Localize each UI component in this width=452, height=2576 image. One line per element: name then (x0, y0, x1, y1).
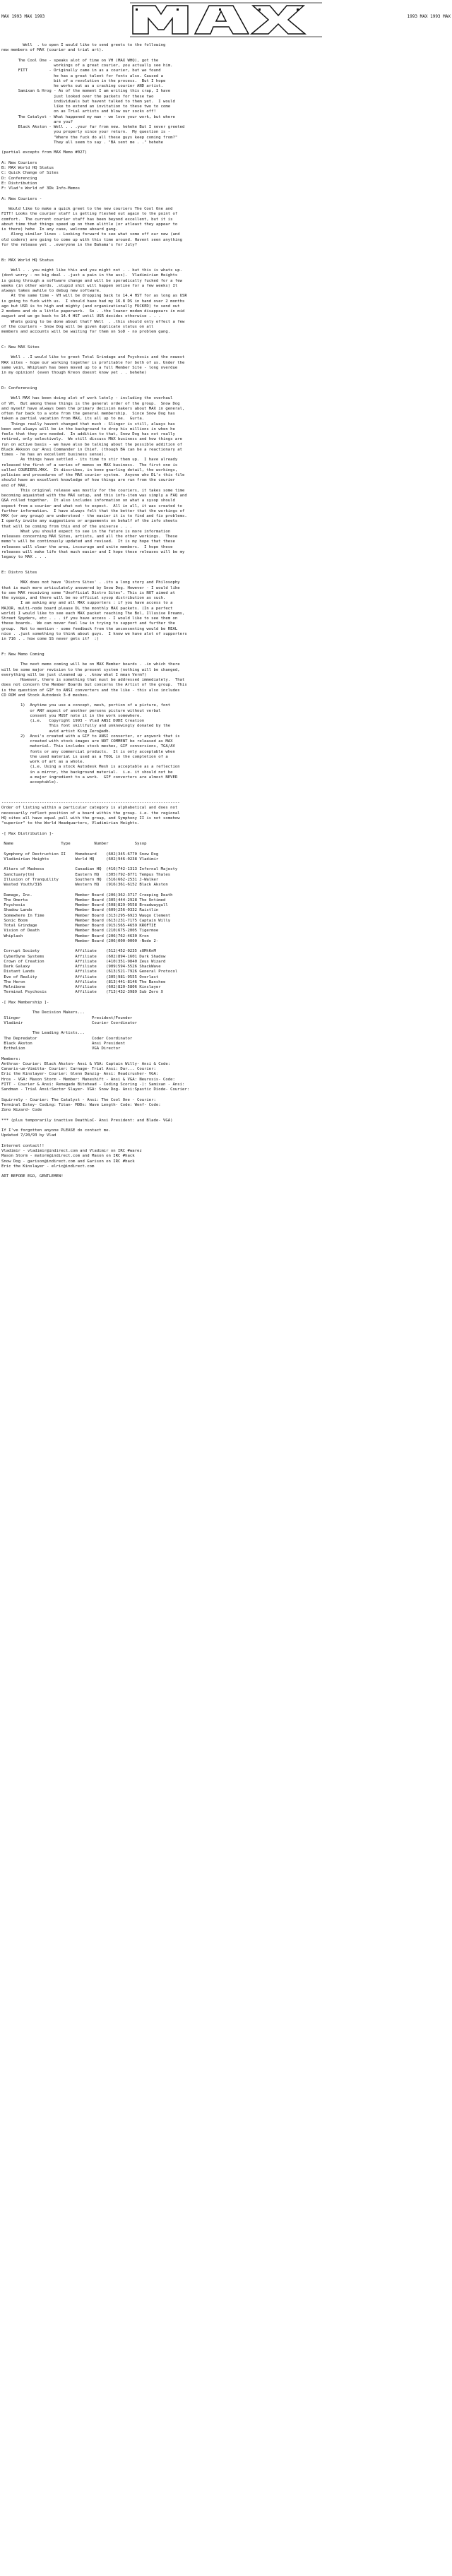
text-line: I openly invite any suggestions or arguements on behalf of the info sheets (1, 519, 178, 524)
text-line: Well . . you might like this and you might not . . but this is whats up. (1, 268, 182, 273)
text-line (1, 826, 451, 831)
text-line: on as Trial artists and blow our socks off! (1, 109, 156, 114)
text-line: CyberDyne Systems Affiliate (602)894-1601 Dark Shadow (1, 954, 166, 959)
text-line: B: MAX World HQ Status (1, 258, 54, 263)
memo-body (1, 43, 451, 1180)
text-line (1, 391, 451, 396)
text-line: august and we go back to 14.4 HST until USR decides otherwise . . . (1, 314, 161, 319)
text-line: Distant Lands Affiliate (613)521-7926 General Protocol (1, 970, 178, 974)
text-line: workings of a great courier, you actually see him. (1, 64, 173, 68)
text-line: work of art as a whole. (1, 760, 85, 764)
text-line (1, 847, 451, 852)
text-line: avid artist King Zero@adb. (1, 729, 111, 734)
text-line: should have an excellent knowledge of how things are run from the courier (1, 478, 175, 483)
text-line: D: Conferencing (1, 176, 37, 181)
text-line: times - he has an excellent business sense). (1, 453, 107, 457)
text-line (1, 837, 451, 842)
text-line: of the couriers - Snow Dog will be given duplicate status on all (1, 324, 154, 329)
text-line: and myself have always been the primary decision makers about MAX in general, (1, 406, 185, 411)
text-line: Well . to open I would like to send greets to the following (1, 43, 166, 47)
text-line: legacy to MAX . . . (1, 555, 47, 559)
text-line: in my opinion! (even though Kreon doesnt know yet . . behehe) (1, 371, 147, 375)
text-line: Whiplash Member Board (206)762-4630 Kron (1, 934, 149, 938)
text-line: The Depredator Coder Coordinator (1, 1036, 133, 1041)
text-line (1, 54, 451, 59)
text-line: Corrupt Society Affiliate (512)452-0235 sUMtKnM (1, 949, 156, 954)
text-line (1, 566, 451, 571)
text-line: Along similar lines - Looking forward to see what some off our new (and (1, 232, 180, 237)
text-line: consent you MUST note it in the work somewhere. (1, 713, 142, 718)
text-line: The Omerta Member Board (305)444-2928 The Untimed (1, 898, 166, 902)
text-line (1, 560, 451, 565)
text-line: The Cool One - speaks alot of time on VH (MAX WHQ), got the (1, 58, 159, 63)
text-line: are you? (1, 119, 73, 124)
text-line: Mason Storm - matorm@indirect.com and Mason on IRC #hack (1, 1154, 135, 1159)
text-line: 2) Ansi's created with a GIF to ANSI converter, or anywork that is (1, 734, 180, 739)
text-line: nice . .just something to think about guys. I know we have alot of supporters (1, 631, 187, 636)
text-line: acceptable). (1, 780, 59, 785)
text-line: HQ sites all have equal pull with the group, and Symphony II is not somehow (1, 816, 180, 821)
text-line: Altars of Madness Canadian HQ (416)742-1313 Infernal Majesty (1, 867, 178, 872)
text-line: is the question of GIF to ANSI converters and the like - this also includes (1, 688, 180, 693)
text-line (1, 642, 451, 647)
text-line: F: Vlad's World of 3Dk Info-Memos (1, 186, 81, 191)
text-line: releases concerning MAX Sites, artists, and all the other workings. These (1, 535, 178, 539)
text-line: material. This includes stock meshes, GIF conversions, TGA/AV (1, 744, 175, 749)
text-line: Dark Galaxy Affiliate (909)594-5526 ShackWave (1, 965, 161, 969)
text-line: like to extend an invitation to these two to come (1, 105, 171, 109)
header-banner (0, 0, 452, 40)
text-line: C: Quick Change of Sites (1, 171, 59, 176)
text-line: F: New Memo Coming (1, 652, 44, 657)
text-line: Total Grindage Member Board (915)565-4659 KROFTIE (1, 924, 156, 928)
text-line: these boards. We can never feel low in trying to support and further the (1, 621, 175, 626)
text-line: The Decision Makers... (1, 1010, 85, 1015)
text-line: Canaris-ue-Vimitta- Courier: Carnage- Trial Ansi: Dar... Courier: (1, 1067, 156, 1071)
text-line: he works out as a cracking courier AND artist. (1, 84, 164, 88)
text-line (1, 657, 451, 662)
text-line: releases will clear the area, incourage and unite members. I hope these (1, 544, 173, 549)
text-line: Zono Wizard- Code (1, 1108, 42, 1112)
text-line: Well MAX has been doing alot of work lately - including the overhaul (1, 396, 173, 401)
text-line: in a mirror, the background material. i.e. it should not be (1, 770, 173, 775)
text-line: Samixan & Hrog - As of the moment I am writing this crap, I have (1, 89, 171, 94)
text-line (1, 1051, 451, 1056)
text-line: Wasted Youth/316 Western HQ (916)361-6152 Black Akston (1, 883, 168, 887)
text-line: Damage, Inc. Member Board (206)362-3717 Creeping Death (1, 893, 173, 898)
text-line: a major ingredient to a work. GIF converters are almost NEVER (1, 775, 178, 780)
text-line: Members: (1, 1056, 20, 1061)
text-line: or ANY aspect of another persons picture without verbal (1, 708, 161, 713)
text-line: Symphony of Destruction II Homeboard (602)345-6770 Snow Dog (1, 852, 159, 857)
text-line: the used material is used as a TOOL in the completion of a (1, 754, 168, 759)
text-line (1, 253, 451, 258)
text-line: policies and procedures of the MAX courier system. Anyone who DL's this file (1, 473, 185, 477)
text-line: Whats going to be done about that? Well . .this should only effect a few (1, 319, 185, 324)
text-line: MAX sites - hope our working together is profitable for both of us. Under the (1, 360, 185, 365)
text-line (1, 944, 451, 949)
text-line: --------------------------------------------------------------------------- (1, 801, 180, 805)
text-line: everything will be just cleaned up . .know what I mean Verm?) (1, 672, 147, 677)
text-line (1, 576, 451, 580)
text-line: Internet contact!! (1, 1143, 44, 1148)
text-line (1, 248, 451, 253)
text-line: he has a great talent for fonts also. Caused a (1, 73, 164, 78)
banner-left-text: MAX 1993 MAX 1993 (1, 14, 45, 19)
text-line: Black Akston - Well . . .your far from new. hehehe But I never greeted (1, 125, 185, 129)
text-line: just looked over the packets for these two (1, 94, 154, 99)
text-line: A: New Couriers - (1, 196, 42, 201)
text-line: Q&A rolled together. It also includes information on what a sysop should (1, 499, 175, 503)
text-line: is going through a software change and will be sporadically fucked for a few (1, 278, 182, 283)
banner-right-text: 1993 MAX 1993 MAX (407, 14, 451, 19)
text-line: Psychosis Member Board (508)829-9558 Broadwaygull (1, 903, 168, 907)
text-line: fonts or any commercial products. It is only acceptable when (1, 749, 175, 754)
text-line: to see MAX receiving some "Unofficial Distro Sites". This is NOT aimed at (1, 590, 175, 595)
text-line: that is much more articulately answered by Snow Dog. However - I would like (1, 585, 180, 590)
text-line: Member Board (206)000-0000 -Node 2- (1, 938, 159, 943)
text-line: The next memo coming will be on MAX Member boards . .in which there (1, 662, 180, 667)
text-line: FITT - Originally came in as a courier, but we found (1, 68, 161, 73)
text-line (1, 335, 451, 340)
text-line (1, 1123, 451, 1128)
text-line (1, 888, 451, 893)
text-line: FITT - Courier & Ansi: Renegade Bitehead - Coding Scoring -): Samixan - Ansi: (1, 1082, 185, 1087)
text-line (1, 796, 451, 801)
text-line: If I've forgotten anyone PLEASE do contact me. (1, 1128, 111, 1133)
text-line: Shadow Lands Member Board (609)256-0332 Raistlin (1, 908, 159, 913)
text-line: new members of MAX (courier and trial art). (1, 48, 104, 53)
text-line: Black Akston Ansi President (1, 1041, 126, 1046)
text-line: members and accounts will be waiting for them on SoD - no problem gang. (1, 330, 171, 334)
text-line: Things really havent changed that much - Slinger is still, always has (1, 422, 175, 427)
text-line: feels that they are needed. In addition to that, Snow Dog has not really (1, 432, 175, 436)
text-line: individuals but havent talked to them yet. I would (1, 99, 175, 104)
text-line: This original release was mostly for the couriers, it takes some time (1, 488, 185, 493)
max-logo (127, 1, 325, 38)
text-line: in 716 . . how come SS never gets it? :) (1, 637, 100, 641)
text-line: C: New MAX Sites (1, 345, 40, 350)
text-line: The Catalyst - What happened my man - we love your work, but where (1, 114, 175, 119)
text-line: further information. I have always felt that the better that the workings of (1, 508, 185, 513)
text-line (1, 1026, 451, 1031)
text-line: MAX (or any group) are understood - the easier it is to find and fix problems. (1, 514, 187, 518)
text-line: Slinger President/Founder (1, 1015, 133, 1020)
text-line: you properly since your return. My question is - (1, 130, 171, 135)
text-line: 1) Anytime you use a concept, mesh, portion of a picture, font (1, 703, 171, 708)
text-line: released the first of a series of memos on MAX business. The first one is (1, 463, 178, 467)
text-line: (dont worry - no big deal . .just a pain in the ass). Vladimirian Heights (1, 273, 178, 278)
text-line: As things have settled - its time to stir them up. I have already (1, 458, 178, 463)
text-line: Melnibone Affiliate (602)820-5806 Kinslayer (1, 985, 161, 989)
text-line: At the same time - VH will be dropping back to 14.4 HST for as long as USR (1, 294, 187, 299)
text-line: Sonic Boom Member Board (613)231-7175 Captain Willy (1, 918, 171, 923)
text-line: D: Conferencing (1, 386, 37, 390)
text-line: -[ Max Membership ]- (1, 1000, 49, 1005)
text-line (1, 1092, 451, 1097)
text-line (1, 1006, 451, 1010)
text-line (1, 191, 451, 196)
text-line: run on active basis - we have also be talking about the possible addition of (1, 442, 182, 447)
text-line: called COURIERS.MAX. It discribes, in bone gnarling detail, the workings, (1, 467, 178, 472)
text-line: This font skillfully and unknowingly donated by the (1, 724, 171, 729)
text-line: Illusion of Tranquility Southern HQ (516)662-2531 J-Walker (1, 877, 159, 882)
text-line (1, 202, 451, 207)
text-line: (i.e. Copyright 1993 - Vlad ANSI DUDE Creation (1, 719, 145, 723)
text-line: often far back to a vote from the general membership. Since Snow Dog has (1, 412, 175, 416)
text-line: created with stock images are NOT COMMENT be released as MAX (1, 739, 173, 744)
text-line: Well . .I would like to greet Total Grindage and Psychosis and the newest (1, 355, 185, 360)
text-line: group. Not to mention - some feedback from the unconsenting would be REAL (1, 626, 178, 631)
text-line: Terminal Psychosis Affiliate (713)432-3989 Sub Zero X (1, 990, 164, 995)
text-line: Vladimirian Heights World HQ (602)946-0238 Vladimir (1, 857, 159, 861)
text-line: What you should expect to see in the future is more information (1, 529, 171, 534)
text-line (1, 862, 451, 867)
text-line: comfort. The current courier staff has been beyond excellent, but it is (1, 217, 173, 222)
text-line (1, 698, 451, 703)
text-line: -[ Max Distribution ]- (1, 831, 54, 836)
text-line: Sanctuary(tm) Eastern HQ (305)792-8771 Tempus Thales (1, 872, 171, 877)
text-line: CD ROM and Stock Autodesk 3-d meshes. (1, 693, 90, 698)
text-line (1, 340, 451, 345)
text-line: Name Type Number Sysop (1, 842, 147, 846)
text-line: Anthrax- Courier: Black Akston- Ansi & VGA: Captain Willy- Ansi & Code: (1, 1061, 171, 1066)
text-line: A: New Couriers (1, 160, 37, 165)
text-line (1, 145, 451, 150)
text-line: always takes awhile to debug new software. (1, 289, 102, 293)
text-line: Black Akkson our Ansi Commander in Chief. (though BA can be a reactionary at (1, 447, 182, 452)
text-line (1, 785, 451, 790)
text-line (1, 1139, 451, 1144)
text-line: Updated 7/20/93 by Vlad (1, 1133, 56, 1138)
text-line: necessarily reflect position of a board within the group. i.e. the regional (1, 811, 180, 816)
text-line: of VH. But among these things is the general order of the group. Snow Dog (1, 401, 180, 406)
text-line: about time that things speed up on them alittle (or atleast they appear to (1, 222, 178, 227)
text-line: Eric the Kinslayer- Courier: Glenn Danzig- Ansi: Headcrusher- VGA: (1, 1072, 159, 1077)
text-line: does not concern the Member Boards but concerns the Artist of the group. This (1, 683, 187, 688)
text-line: 2 modems and do a little paperwork. So . .the loaner modem disappears in mid (1, 309, 185, 314)
text-line: ago but USR is to high and mighty (and organizationally FUCKED) to send out (1, 304, 180, 309)
text-line: end of MAX. (1, 483, 28, 488)
text-line (1, 263, 451, 268)
text-line: retired, only selectively. We still discuss MAX business and how things are (1, 437, 182, 442)
text-line: is going to fuck with us. I should have had my 16.8 DS in hand over 2 months (1, 299, 185, 304)
text-line: Ecthelion VGA Director (1, 1046, 121, 1051)
text-line: However, there is something that must be addressed immediately. That (1, 678, 185, 682)
text-line: weeks (in other words. .stupid shit will happen online for a few weeks) It (1, 283, 178, 288)
text-line: "Where the fuck do all these guys keep coming from?" (1, 135, 178, 140)
text-line: MAX does not have 'Distro Sites' . .its a long story and Philosophy (1, 580, 180, 585)
text-line: (partial excepts from MAX Memo #027) (1, 150, 88, 155)
text-line: The Heron Affiliate (813)441-8146 The Banshee (1, 979, 166, 984)
text-line: memo's will be continously updated and revised. It is my hope that these (1, 539, 175, 544)
text-line: Terminal Estey- Coding: Titan- MODs: Wave Length- Code: Wenf- Code: (1, 1102, 161, 1107)
text-line: E: Distribution (1, 181, 37, 186)
text-line: releases will make life that much easier and I hope these releases will be my (1, 549, 185, 554)
text-line: FITT! Looks the courier staff is getting fleshed out again to the point of (1, 212, 178, 217)
text-line: I am asking any and all MAX supporters : if you have access to a (1, 601, 173, 606)
text-line (1, 381, 451, 386)
text-line: becoming aquainted with the MAX setup, and this info-item was simply a FAQ and (1, 494, 187, 498)
text-line (1, 791, 451, 796)
text-line: is there) hehe In any case, welcome aboard gang. (1, 227, 119, 232)
text-line: MAJOR, multi-node board please DL the monthly MAX packets. (In a perfect (1, 606, 173, 611)
text-line: that will be coming from this end of the universe . . . (1, 524, 133, 529)
text-line: Street Spyders, etc . . . if you have access - I would like to see them on (1, 616, 178, 621)
text-line: Order of listing within a particular category is alphabetical and does not (1, 806, 178, 811)
text-line: (i.e. Using a stock Autodesk Mesh is acceptable as a reflection (1, 765, 180, 770)
text-line (1, 1113, 451, 1118)
text-line: The Leading Artists... (1, 1031, 85, 1036)
text-line (1, 376, 451, 381)
text-line (1, 648, 451, 652)
text-line: been and always will be in the background to drop his millions in when he (1, 427, 175, 431)
text-line: E: Distro Sites (1, 570, 37, 575)
text-line: for the release yet . .everyone in the Bahama's for July? (1, 242, 137, 247)
text-line (1, 996, 451, 1001)
text-line: Snow Dog - garison@indirect.com and Garison on IRC #hack (1, 1159, 135, 1164)
text-line: world) I would like to see each MAX packet reaching The Bol, Illusive Dreams, (1, 611, 185, 616)
text-line: Crown of Creation Affiliate (410)351-9840 Zeus Wizard (1, 959, 166, 964)
text-line: Vladimir Courier Coordinator (1, 1020, 137, 1025)
text-line: Somewhere In Time Member Board (313)295-6923 Waugo Clement (1, 913, 171, 918)
text-line: Hros - VGA: Mason Storm - Member: Maneshift - Ansi & VGA: Neurosis- Code: (1, 1077, 175, 1082)
text-line: Eve of Reality Affiliate (305)981-9555 Overlast (1, 974, 159, 979)
text-line: bit of a revolution in the process. But I hope (1, 78, 166, 83)
text-line (1, 1169, 451, 1174)
text-line: old coders) are going to come up with this time around. Havent seen anything (1, 237, 182, 242)
text-line: Vladimir - vladimir@indirect.com and Vladimir on IRC #warez (1, 1149, 142, 1153)
text-line: "superior" to the World Headquarters, Vladimirian Heights. (1, 821, 140, 825)
text-line: Eric the Kinslayer - elric@indirect.com (1, 1164, 95, 1169)
text-line: Would like to make a quick greet to the new couriers The Cool One and (1, 207, 173, 211)
text-line: same vein, Whiplash has been moved up to a full Member Site - long overdue (1, 365, 178, 370)
text-line: Sandman - Trial Ansi:Sector Slayer- VGA: Snow Dog- Ansi:Spastic Diode- Courier: (1, 1087, 190, 1092)
text-line: They all seem to say . "BA sent me . ." hehehe (1, 140, 164, 145)
text-line: ART BEFORE EGO, GENTLEMEN! (1, 1174, 64, 1179)
text-line: will be some major revision to the present system (nothing will be changed, (1, 667, 180, 672)
text-line: the sysops, and there will be no official sysop distribution as such. (1, 596, 166, 600)
text-line: *** (plus temporarily inactive DeathLoC- Ansi President: and Blade- VGA) (1, 1118, 173, 1123)
text-line: Vision of Death Member Board (210)675-2005 Tigermoe (1, 929, 159, 934)
text-line: Squirrely - Courier: The Catalyst - Ansi: The Cool One - Courier: (1, 1097, 156, 1102)
text-line (1, 156, 451, 161)
text-line: B: MAX World HQ Status (1, 166, 54, 170)
text-line: expect from a courier and what not to expect. All in all, it was created to (1, 503, 182, 508)
text-line: taken a partial vacation from MAX, its all up to me. Gurta. (1, 417, 145, 422)
text-line (1, 350, 451, 355)
